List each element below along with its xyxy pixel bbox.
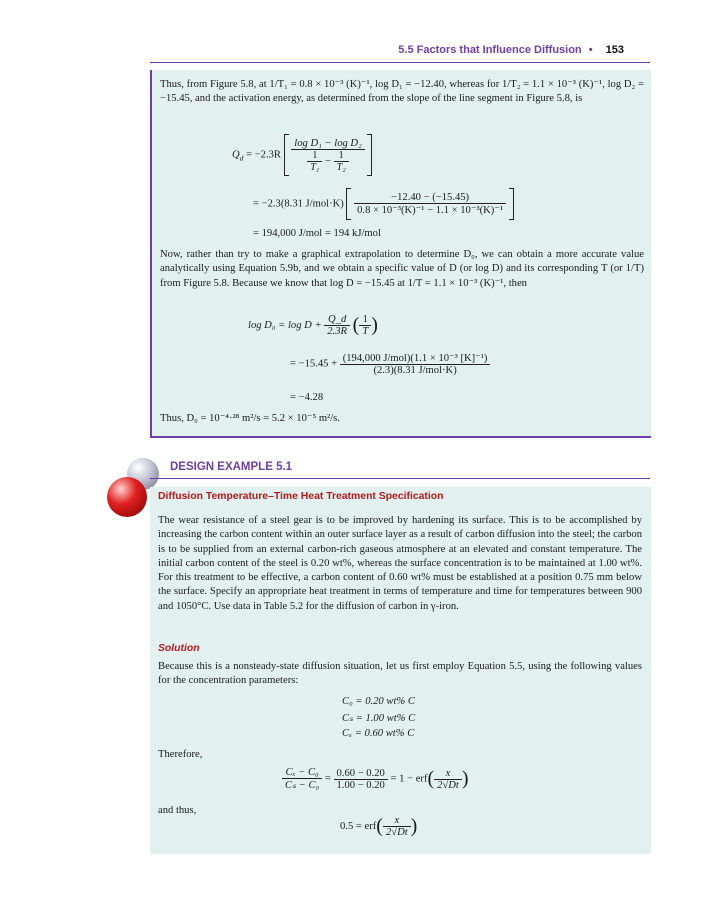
and-thus-text: and thus, bbox=[158, 805, 197, 816]
activation-energy-result: = 194,000 J/mol = 194 kJ/mol bbox=[253, 228, 381, 239]
example-continuation-box bbox=[150, 70, 651, 438]
design-example-subtitle: Diffusion Temperature–Time Heat Treatment Specification bbox=[158, 491, 444, 502]
log-d0-substitution: = −15.45 + $\frac{\text{(194,000 J/mol)(1.1 × 10⁻³ [K]⁻¹)}}{\text{(2.3)(8.31 J/mol·K)}}$ bbox=[290, 352, 490, 376]
c0-value: C₀ = 0.20 wt% C bbox=[342, 696, 415, 707]
extrapolation-paragraph: Now, rather than try to make a graphical extrapolation to determine D₀, we can obtain a more accurate value analytically using Equation 5.9b, and we obtain a specific value of D (or log D) and its corresponding T (or 1/T) from Figure 5.8. Because we know that log D = −15.45 at 1/T = 1.1 × 10⁻³ (K)⁻¹, then bbox=[160, 249, 644, 289]
page-number: 153 bbox=[605, 44, 624, 56]
log-d0-equation: log D₀ = log D + $\frac{Q\_d}{2.3R}$ ( $\frac{1}{T}$ ) bbox=[248, 314, 378, 337]
activation-energy-equation: $Q_d = -2.3R$ log D₁ − log D₂ $\frac{1}{\text{T₁}}$ − $\frac{1}{\text{T₂}}$ bbox=[232, 134, 372, 176]
problem-statement: The wear resistance of a steel gear is to be improved by hardening its surface. This is to be accomplished by increasing the carbon content within an outer surface layer as a result of carbon diffusion into the steel; the carbon is to be supplied from an external carbon-rich gaseous atmosphere at an elevated and constant temperature. The initial carbon content of the steel is 0.20 wt%, whereas the surface concentration is to be maintained at 1.00 wt%. For this treatment to be effective, a carbon content of 0.60 wt% must be established at a position 0.75 mm below the surface. Specify an appropriate heat treatment in terms of temperature and time for temperatures between 900 and 1050°C. Use data in Table 5.2 for the diffusion of carbon in γ-iron. bbox=[158, 515, 642, 612]
cx-value: Cₓ = 0.60 wt% C bbox=[342, 728, 415, 739]
right-bracket bbox=[367, 134, 372, 176]
design-example-title: DESIGN EXAMPLE 5.1 bbox=[170, 461, 293, 473]
design-example-rule bbox=[150, 478, 650, 479]
header-title: 5.5 Factors that Influence Diffusion bbox=[398, 44, 582, 56]
cs-value: Cₛ = 1.00 wt% C bbox=[342, 713, 416, 724]
design-example-box bbox=[150, 487, 651, 854]
eq1-fraction: log D₁ − log D₂ $\frac{1}{\text{T₁}}$ − $\frac{1}{\text{T₂}}$ bbox=[291, 138, 364, 173]
left-bracket bbox=[284, 134, 289, 176]
design-example-icon-red-sphere bbox=[107, 477, 147, 517]
activation-energy-substitution: = −2.3(8.31 J/mol·K) $\frac{-12.40 - (-15.45)}{\text{0.8 × 10⁻³(K)⁻¹ − 1.1 × 10⁻³(K)⁻¹}}$ bbox=[253, 188, 514, 220]
concentration-ratio-equation: $\frac{\text{Cₓ − C₀}}{\text{Cₛ − C₀}}$ = $\frac{0.60 - 0.20}{1.00 - 0.20}$ = 1 − erf( $\frac{x}{2√Dt}$ ) bbox=[282, 767, 469, 791]
solution-label: Solution bbox=[158, 643, 200, 654]
log-d0-result: = −4.28 bbox=[290, 392, 324, 403]
solution-text: Because this is a nonsteady-state diffusion situation, let us first employ Equation 5.5, using the following values for the concentration parameters: bbox=[158, 661, 642, 687]
d0-conclusion: Thus, D₀ = 10⁻⁴·²⁸ m²/s = 5.2 × 10⁻⁵ m²/s. bbox=[160, 413, 340, 424]
erf-equation: 0.5 = erf( $\frac{x}{2√Dt}$ ) bbox=[340, 815, 418, 838]
running-header bbox=[398, 44, 624, 56]
therefore-text: Therefore, bbox=[158, 749, 203, 760]
intro-paragraph: Thus, from Figure 5.8, at 1/T₁ = 0.8 × 10⁻³ (K)⁻¹, log D₁ = −12.40, whereas for 1/T₂ = 1.1 × 10⁻³ (K)⁻¹, log D₂ = −15.45, and the activation energy, as determined from the slope of the line segment in Figure 5.8, is bbox=[160, 79, 644, 105]
header-rule bbox=[150, 62, 650, 63]
header-separator: • bbox=[588, 44, 593, 56]
